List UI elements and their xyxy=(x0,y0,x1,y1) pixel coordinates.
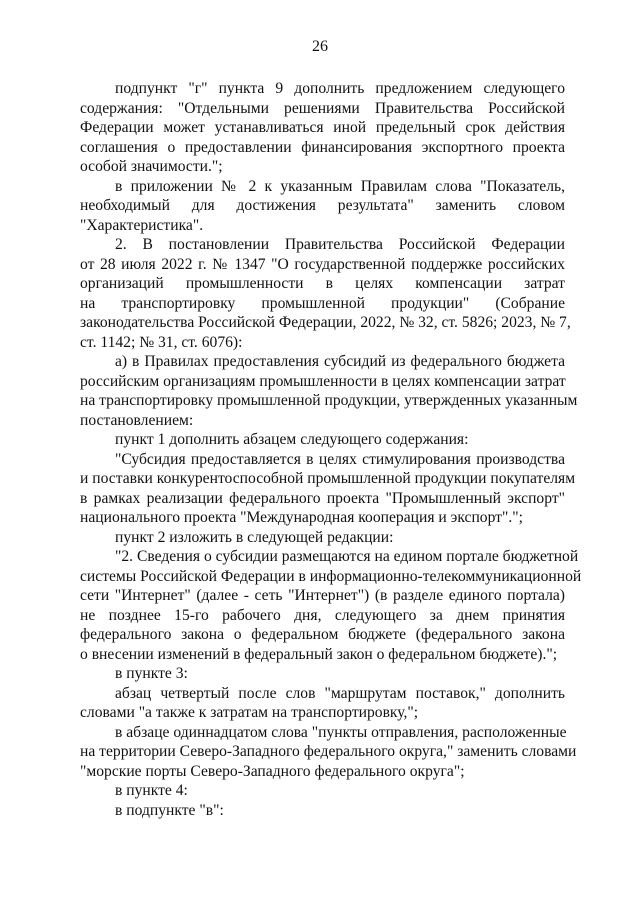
paragraph xyxy=(80,684,565,723)
text-line: системы Российской Федерации в информационно-телекоммуникационной xyxy=(80,567,582,585)
text-line: "2. Сведения о субсидии размещаются на едином портале бюджетной xyxy=(115,548,579,565)
text-line: в пункте 3: xyxy=(115,665,188,682)
paragraph xyxy=(80,547,582,664)
page-number: 26 xyxy=(312,38,328,55)
text-line: в подпункте "в": xyxy=(115,801,224,819)
text-line: словами "а также к затратам на транспортировку,"; xyxy=(80,704,419,721)
text-line: пункт 2 изложить в следующей редакции: xyxy=(115,528,394,546)
text-line: от 28 июля 2022 г. № 1347 "О государственной поддержке российских xyxy=(80,255,565,273)
paragraph xyxy=(80,79,565,177)
paragraph xyxy=(80,450,576,528)
text-line: федерального закона о федеральном бюджете (федерального закона xyxy=(80,626,565,643)
paragraph xyxy=(80,528,565,548)
text-line: "морские порты Северо-Западного федерального округа"; xyxy=(80,762,465,780)
text-line: сети "Интернет" (далее - сеть "Интернет") (в разделе единого портала) xyxy=(80,587,565,604)
text-line: а) в Правилах предоставления субсидий из федерального бюджета xyxy=(115,353,565,370)
text-line: подпункт "г" пункта 9 дополнить предложением следующего xyxy=(115,80,565,97)
text-line: на транспортировку промышленной продукции, утвержденных указанным xyxy=(80,392,578,409)
paragraph xyxy=(80,235,571,352)
text-line: особой значимости."; xyxy=(80,158,223,175)
paragraph xyxy=(80,430,565,450)
text-line: организаций промышленности в целях компенсации затрат xyxy=(80,275,565,292)
text-line: постановлением: xyxy=(80,411,194,429)
paragraph xyxy=(80,723,577,782)
text-line: "Характеристика". xyxy=(80,216,204,234)
text-line: национального проекта "Международная кооперация и экспорт"."; xyxy=(80,509,523,526)
document-body xyxy=(80,79,582,820)
text-line: на территории Северо-Западного федерального округа," заменить словами xyxy=(80,743,577,760)
text-line: в пункте 4: xyxy=(115,782,188,799)
text-line: не позднее 15-го рабочего дня, следующего за днем принятия xyxy=(80,606,565,624)
text-line: российским организациям промышленности в целях компенсации затрат xyxy=(80,372,566,390)
text-line: законодательства Российской Федерации, 2022, № 32, ст. 5826; 2023, № 7, xyxy=(80,314,571,331)
text-line: на транспортировку промышленной продукции" (Собрание xyxy=(80,294,565,312)
text-line: в рамках реализации федерального проекта "Промышленный экспорт" xyxy=(80,489,565,507)
text-line: 2. В постановлении Правительства Российской Федерации xyxy=(115,236,565,253)
paragraph xyxy=(80,664,565,684)
text-line: "Субсидия предоставляется в целях стимулирования производства xyxy=(115,450,565,468)
paragraph xyxy=(80,801,565,821)
text-line: содержания: "Отдельными решениями Правительства Российской xyxy=(80,99,565,117)
text-line: абзац четвертый после слов "маршрутам поставок," дополнить xyxy=(115,684,565,702)
text-line: ст. 1142; № 31, ст. 6076): xyxy=(80,333,243,351)
text-line: необходимый для достижения результата" заменить словом xyxy=(80,197,565,214)
text-line: Федерации может устанавливаться иной предельный срок действия xyxy=(80,119,565,136)
text-line: в приложении № 2 к указанным Правилам слова "Показатель, xyxy=(115,177,565,195)
paragraph xyxy=(80,781,565,801)
text-line: соглашения о предоставлении финансирования экспортного проекта xyxy=(80,138,565,156)
text-line: и поставки конкурентоспособной промышленной продукции покупателям xyxy=(80,470,576,487)
text-line: в абзаце одиннадцатом слова "пункты отправления, расположенные xyxy=(115,723,567,741)
paragraph xyxy=(80,352,578,430)
paragraph xyxy=(80,177,565,236)
text-line: о внесении изменений в федеральный закон о федеральном бюджете)."; xyxy=(80,645,558,663)
text-line: пункт 1 дополнить абзацем следующего содержания: xyxy=(115,431,469,448)
